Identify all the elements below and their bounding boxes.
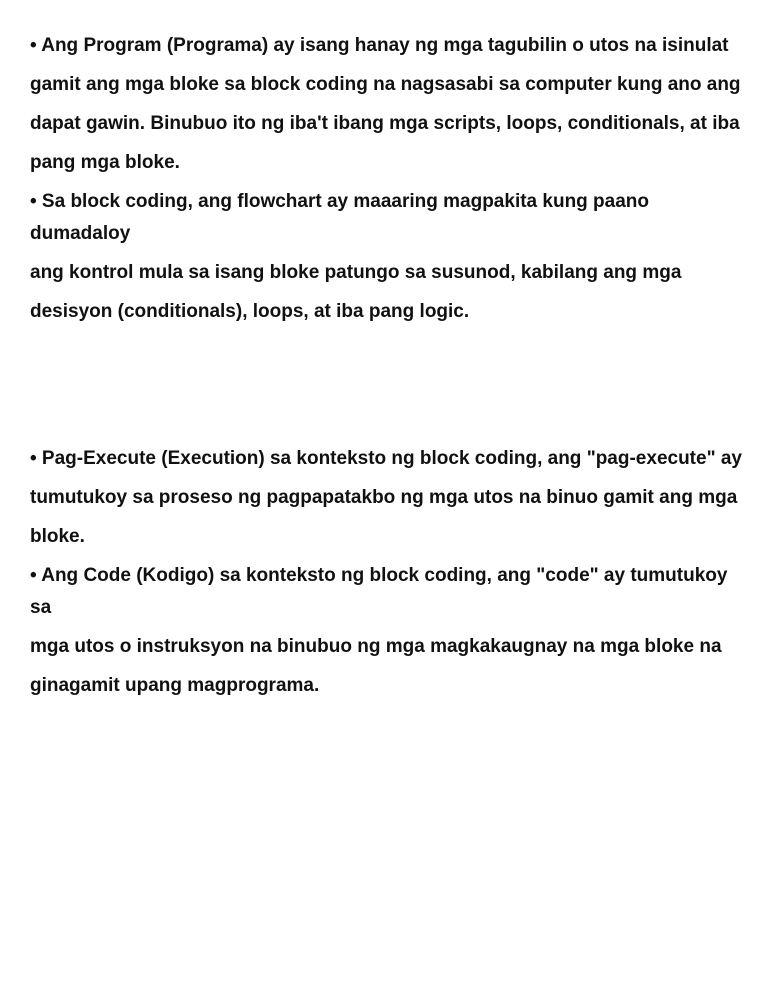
text-line: bloke. — [30, 526, 85, 547]
text-line: dapat gawin. Binubuo ito ng iba't ibang mga scripts, loops, conditionals, at iba — [30, 113, 740, 134]
text-line: • Ang Program (Programa) ay isang hanay ng mga tagubilin o utos na isinulat — [30, 35, 729, 56]
text-line: desisyon (conditionals), loops, at iba pang logic. — [30, 301, 470, 322]
text-line: gamit ang mga bloke sa block coding na nagsasabi sa computer kung ano ang — [30, 74, 741, 95]
text-line: pang mga bloke. — [30, 152, 180, 173]
text-line: • Ang Code (Kodigo) sa konteksto ng block coding, ang "code" ay tumutukoy sa — [30, 565, 728, 618]
section-execute-code — [30, 443, 742, 702]
section-program-flowchart — [30, 30, 742, 328]
text-line: tumutukoy sa proseso ng pagpapatakbo ng mga utos na binuo gamit ang mga — [30, 487, 738, 508]
text-line: • Sa block coding, ang flowchart ay maaaring magpakita kung paano dumadaloy — [30, 191, 650, 244]
text-line: ginagamit upang magprograma. — [30, 675, 320, 696]
text-line: mga utos o instruksyon na binubuo ng mga magkakaugnay na mga bloke na — [30, 636, 722, 657]
text-line: • Pag-Execute (Execution) sa konteksto ng block coding, ang "pag-execute" ay — [30, 448, 742, 469]
blank-gap — [30, 335, 742, 443]
text-line: ang kontrol mula sa isang bloke patungo sa susunod, kabilang ang mga — [30, 262, 682, 283]
